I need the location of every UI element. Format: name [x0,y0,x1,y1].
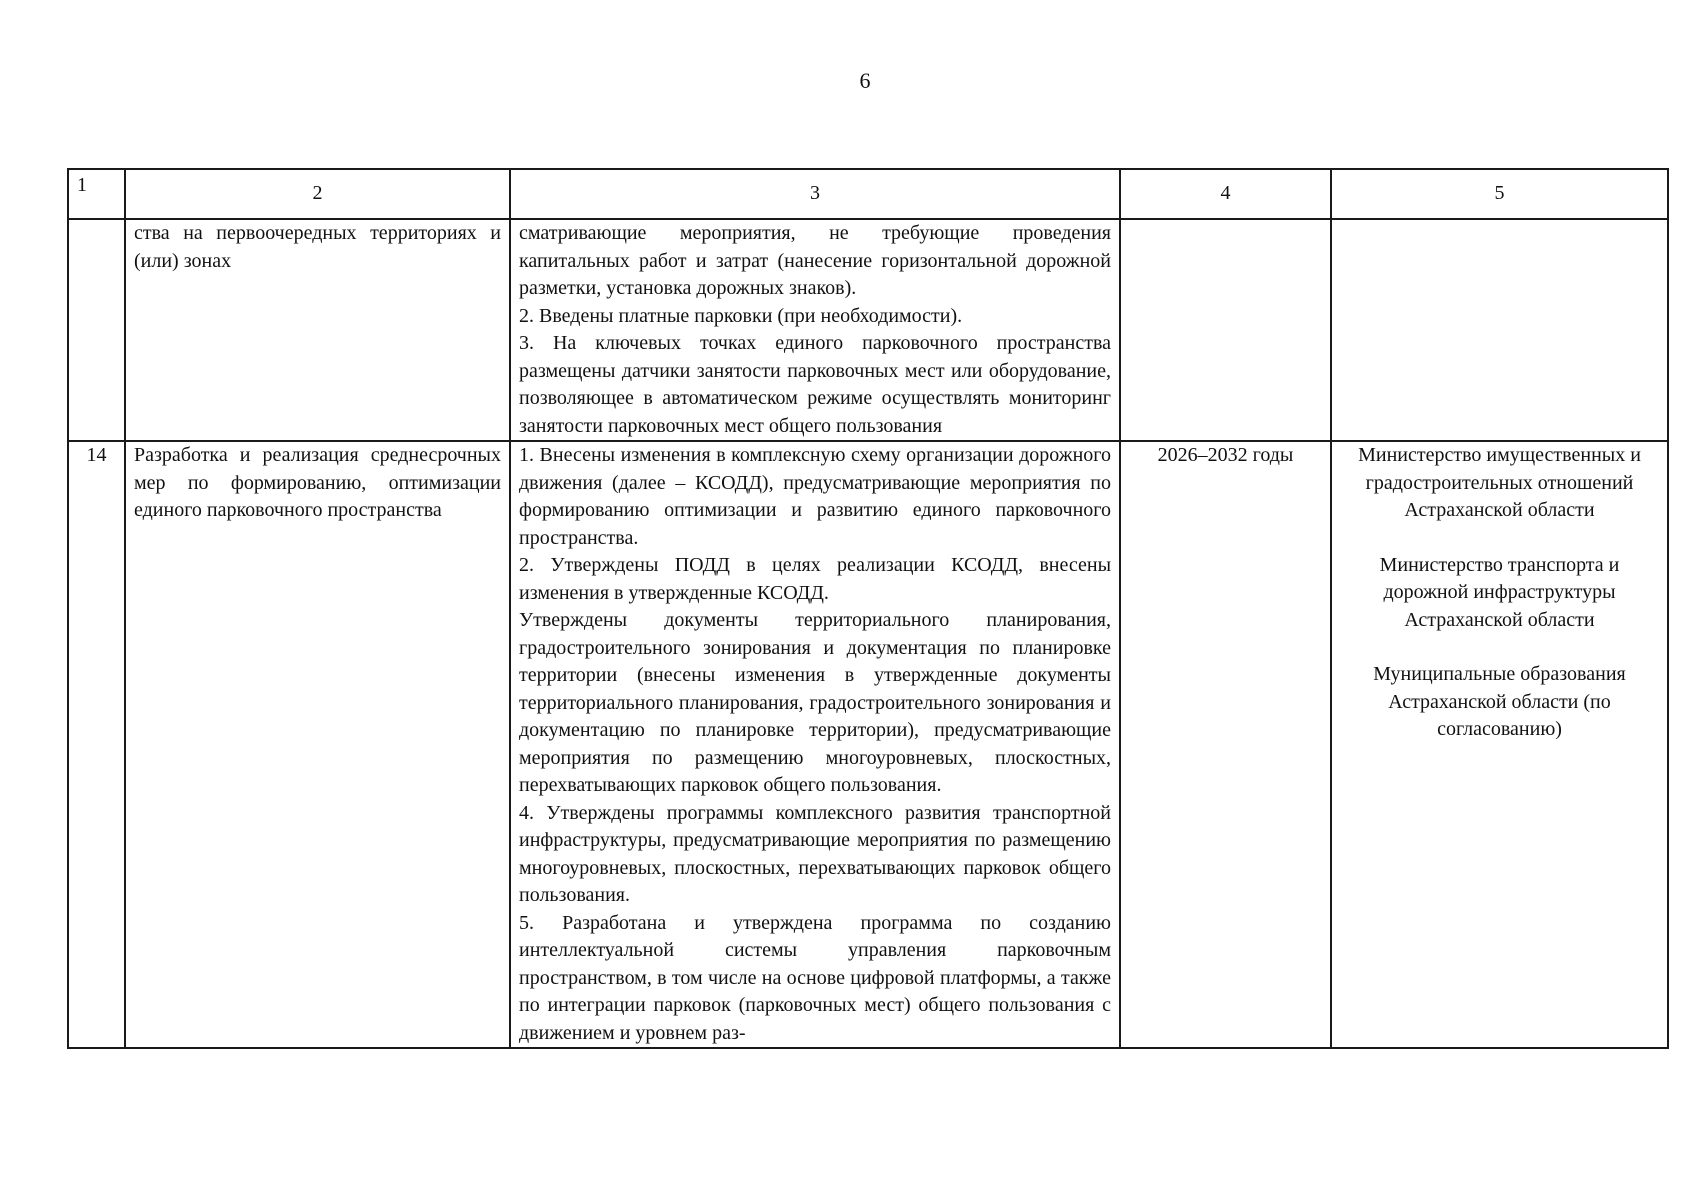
result-item: 3. На ключевых точках единого парковочного пространства размещены датчики занятости парковочных мест или оборудование, позволяющее в автоматическом режиме осуществлять мониторинг занятости парковочных мест общего пользования [519,332,1111,437]
column-header-3: 3 [510,169,1120,219]
column-header-5: 5 [1331,169,1668,219]
table-row-14 [68,441,1668,1048]
activity-cell: ства на первоочередных территориях и (или) зонах [125,219,510,441]
period-cell [1120,219,1331,441]
result-item: 4. Утверждены программы комплексного развития транспортной инфраструктуры, предусматривающие мероприятия по размещению многоуровневых, плоскостных, перехватывающих парковок общего пользования. [519,801,1111,906]
measures-table [67,168,1669,1049]
column-header-1: 1 [68,169,125,219]
result-item: 2. Утверждены ПОДД в целях реализации КСОДД, внесены изменения в утвержденные КСОДД. [519,554,1111,604]
column-header-2: 2 [125,169,510,219]
result-item: сматривающие мероприятия, не требующие проведения капитальных работ и затрат (нанесение горизонтальной дорожной разметки, установка дорожных знаков). [519,222,1111,299]
row-number-cell [68,219,125,441]
results-cell [510,219,1120,441]
responsible-org: Министерство транспорта и дорожной инфраструктуры Астраханской области [1379,553,1620,631]
responsible-cell [1331,219,1668,441]
responsible-cell [1331,441,1668,1048]
row-number-cell: 14 [68,441,125,1048]
responsible-org: Муниципальные образования Астраханской области (по согласованию) [1373,663,1626,740]
activity-cell: Разработка и реализация среднесрочных мер по формированию, оптимизации единого парковочного пространства [125,441,510,1048]
period-cell: 2026–2032 годы [1120,441,1331,1048]
responsible-org: Министерство имущественных и градостроительных отношений Астраханской области [1358,444,1641,521]
column-header-4: 4 [1120,169,1331,219]
page-number: 6 [859,68,871,93]
result-item: 1. Внесены изменения в комплексную схему организации дорожного движения (далее – КСОДД), предусматривающие мероприятия по формированию оптимизации и развитию единого парковочного пространства. [519,444,1111,549]
result-item: 5. Разработана и утверждена программа по созданию интеллектуальной системы управления парковочным пространством, в том числе на основе цифровой платформы, а также по интеграции парковок (парковочных мест) общего пользования с движением и уровнем раз- [519,911,1111,1044]
table-row-continued [68,219,1668,441]
result-item: 2. Введены платные парковки (при необходимости). [519,304,963,327]
results-cell [510,441,1120,1048]
result-item: Утверждены документы территориального планирования, градостроительного зонирования и документация по планировке территории (внесены изменения в утвержденные документы территориального планирования, градостроительного зонирования и документацию по планировке территории), предусматривающие мероприятия по размещению многоуровневых, плоскостных, перехватывающих парковок общего пользования. [519,609,1111,796]
table-header-row [68,169,1668,219]
